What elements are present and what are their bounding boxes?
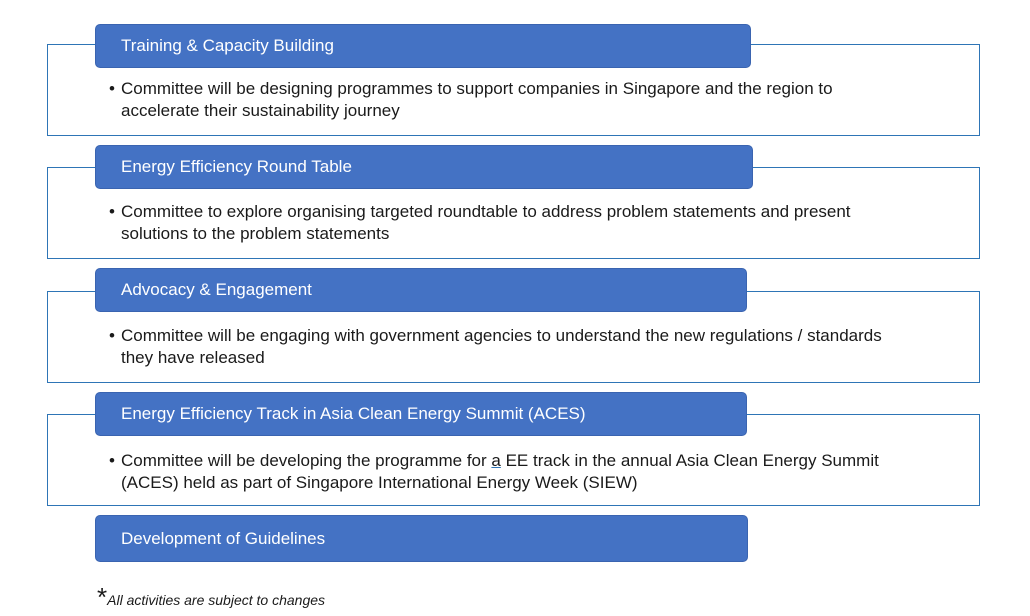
bullet-marker: • <box>109 451 115 470</box>
section-bullet-text-end: EE track in the annual Asia Clean Energy Summit (ACES) held as part of Singapore International Energy Week (SIEW) <box>121 451 879 492</box>
section-header-round-table <box>95 145 753 189</box>
section-title: Energy Efficiency Round Table <box>121 157 352 176</box>
section-bullet-text: Committee will be designing programmes to support companies in Singapore and the region to accelerate their sustainability journey <box>121 79 833 120</box>
bullet-marker: • <box>109 79 115 98</box>
footnote-text: All activities are subject to changes <box>107 592 326 608</box>
section-title: Training & Capacity Building <box>121 36 334 55</box>
section-bullet-text: Committee will be engaging with government agencies to understand the new regulations / standards they have released <box>121 326 882 367</box>
section-text-aces <box>109 450 909 494</box>
section-header-training <box>95 24 751 68</box>
section-title: Development of Guidelines <box>121 529 326 548</box>
section-title: Advocacy & Engagement <box>121 280 312 299</box>
section-bullet-text: Committee to explore organising targeted roundtable to address problem statements and present solutions to the problem statements <box>121 202 851 243</box>
section-header-aces <box>95 392 747 436</box>
section-bullet-text-start: Committee will be developing the programme for <box>121 451 492 470</box>
section-text-round-table <box>109 201 909 245</box>
bullet-marker: • <box>109 326 115 345</box>
section-text-training <box>109 78 909 122</box>
section-text-advocacy <box>109 325 909 369</box>
section-header-guidelines <box>95 515 748 562</box>
bullet-marker: • <box>109 202 115 221</box>
section-header-advocacy <box>95 268 747 312</box>
section-bullet-text-underlined: a <box>491 451 501 470</box>
footnote-mark: * <box>97 582 108 612</box>
section-title: Energy Efficiency Track in Asia Clean Energy Summit (ACES) <box>121 404 586 423</box>
footnote <box>97 584 325 610</box>
